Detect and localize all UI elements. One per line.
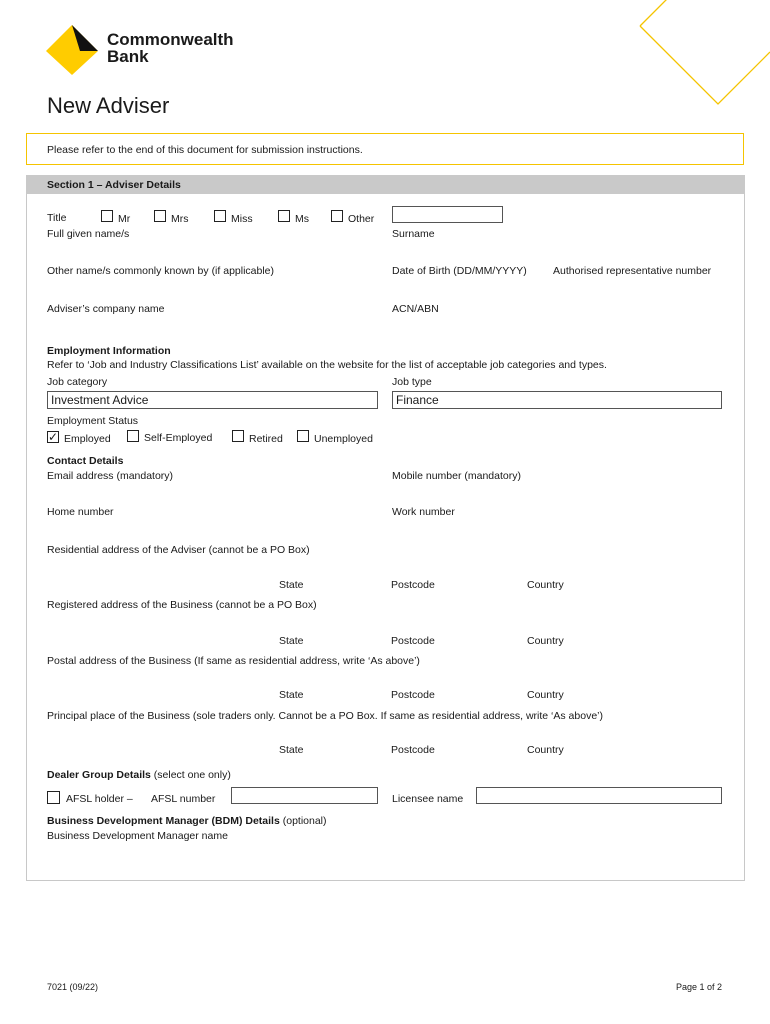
- residential-address-label: Residential address of the Adviser (cannot be a PO Box): [47, 544, 310, 556]
- job-category-input[interactable]: Investment Advice: [47, 391, 378, 409]
- title-miss-label: Miss: [231, 213, 253, 225]
- bdm-heading-line: [47, 815, 327, 827]
- afsl-number-input[interactable]: [231, 787, 378, 804]
- registered-state-label: State: [279, 635, 304, 647]
- principal-state-label: State: [279, 744, 304, 756]
- dealer-heading-line: [47, 769, 231, 781]
- afsl-number-label: AFSL number: [151, 793, 216, 805]
- other-names-label: Other name/s commonly known by (if applicable): [47, 265, 275, 277]
- job-type-label: Job type: [392, 376, 432, 388]
- residential-state-label: State: [279, 579, 304, 591]
- registered-postcode-label: Postcode: [391, 635, 435, 647]
- mobile-label: Mobile number (mandatory): [392, 470, 521, 482]
- job-type-input[interactable]: Finance: [392, 391, 722, 409]
- bdm-heading: Business Development Manager (BDM) Details: [47, 815, 280, 827]
- unemployed-label: Unemployed: [314, 433, 373, 445]
- self-employed-label: Self-Employed: [144, 432, 213, 444]
- title-ms-checkbox[interactable]: [278, 210, 290, 222]
- title-mr-label: Mr: [118, 213, 131, 225]
- licensee-name-label: Licensee name: [392, 793, 464, 805]
- afsl-holder-checkbox[interactable]: [47, 791, 60, 804]
- residential-postcode-label: Postcode: [391, 579, 435, 591]
- postal-country-label: Country: [527, 689, 564, 701]
- brand-name-line2: Bank: [107, 47, 149, 66]
- surname-label: Surname: [392, 228, 435, 240]
- afsl-holder-label: AFSL holder –: [66, 793, 133, 805]
- home-number-label: Home number: [47, 506, 114, 518]
- dealer-heading: Dealer Group Details: [47, 769, 151, 781]
- employed-check-mark-icon: ✓: [48, 430, 59, 444]
- title-other-label: Other: [348, 213, 375, 225]
- corner-decoration: [630, 0, 770, 110]
- acn-label: ACN/ABN: [392, 303, 439, 315]
- registered-country-label: Country: [527, 635, 564, 647]
- principal-place-label: Principal place of the Business (sole traders only. Cannot be a PO Box. If same as residential address, write ‘As above’): [47, 710, 603, 722]
- dealer-heading-note: (select one only): [153, 769, 231, 781]
- title-ms-label: Ms: [295, 213, 309, 225]
- job-category-label: Job category: [47, 376, 108, 388]
- bdm-name-label: Business Development Manager name: [47, 830, 228, 842]
- bdm-heading-note: (optional): [282, 815, 327, 827]
- retired-label: Retired: [249, 433, 283, 445]
- principal-postcode-label: Postcode: [391, 744, 435, 756]
- section-1-header: Section 1 – Adviser Details: [47, 179, 181, 191]
- title-mrs-checkbox[interactable]: [154, 210, 166, 222]
- principal-country-label: Country: [527, 744, 564, 756]
- page-number: Page 1 of 2: [676, 982, 723, 992]
- self-employed-checkbox[interactable]: [127, 430, 139, 442]
- contact-heading: Contact Details: [47, 455, 124, 467]
- retired-checkbox[interactable]: [232, 430, 244, 442]
- employment-heading: Employment Information: [47, 345, 171, 357]
- dob-label: Date of Birth (DD/MM/YYYY): [392, 265, 527, 277]
- title-miss-checkbox[interactable]: [214, 210, 226, 222]
- email-label: Email address (mandatory): [47, 470, 174, 482]
- licensee-name-input[interactable]: [476, 787, 722, 804]
- brand-name-line1: Commonwealth: [107, 30, 234, 49]
- page-title: New Adviser: [47, 93, 170, 118]
- title-label: Title: [47, 212, 67, 224]
- company-label: Adviser’s company name: [47, 303, 165, 315]
- title-other-checkbox[interactable]: [331, 210, 343, 222]
- form-code: 7021 (09/22): [47, 982, 99, 992]
- employment-instruction: Refer to ‘Job and Industry Classifications List’ available on the website for the list of acceptable job categories and types.: [47, 359, 607, 371]
- notice-text: Please refer to the end of this document for submission instructions.: [47, 144, 363, 156]
- postal-postcode-label: Postcode: [391, 689, 435, 701]
- title-other-input[interactable]: [392, 206, 503, 223]
- registered-address-label: Registered address of the Business (cannot be a PO Box): [47, 599, 317, 611]
- unemployed-checkbox[interactable]: [297, 430, 309, 442]
- auth-rep-label: Authorised representative number: [553, 265, 712, 277]
- title-mrs-label: Mrs: [171, 213, 189, 225]
- commonwealth-bank-logo-icon: [46, 25, 102, 75]
- full-name-label: Full given name/s: [47, 228, 130, 240]
- work-number-label: Work number: [392, 506, 455, 518]
- title-mr-checkbox[interactable]: [101, 210, 113, 222]
- postal-address-label: Postal address of the Business (If same as residential address, write ‘As above’): [47, 655, 420, 667]
- residential-country-label: Country: [527, 579, 564, 591]
- postal-state-label: State: [279, 689, 304, 701]
- employment-status-label: Employment Status: [47, 415, 139, 427]
- employed-label: Employed: [64, 433, 111, 445]
